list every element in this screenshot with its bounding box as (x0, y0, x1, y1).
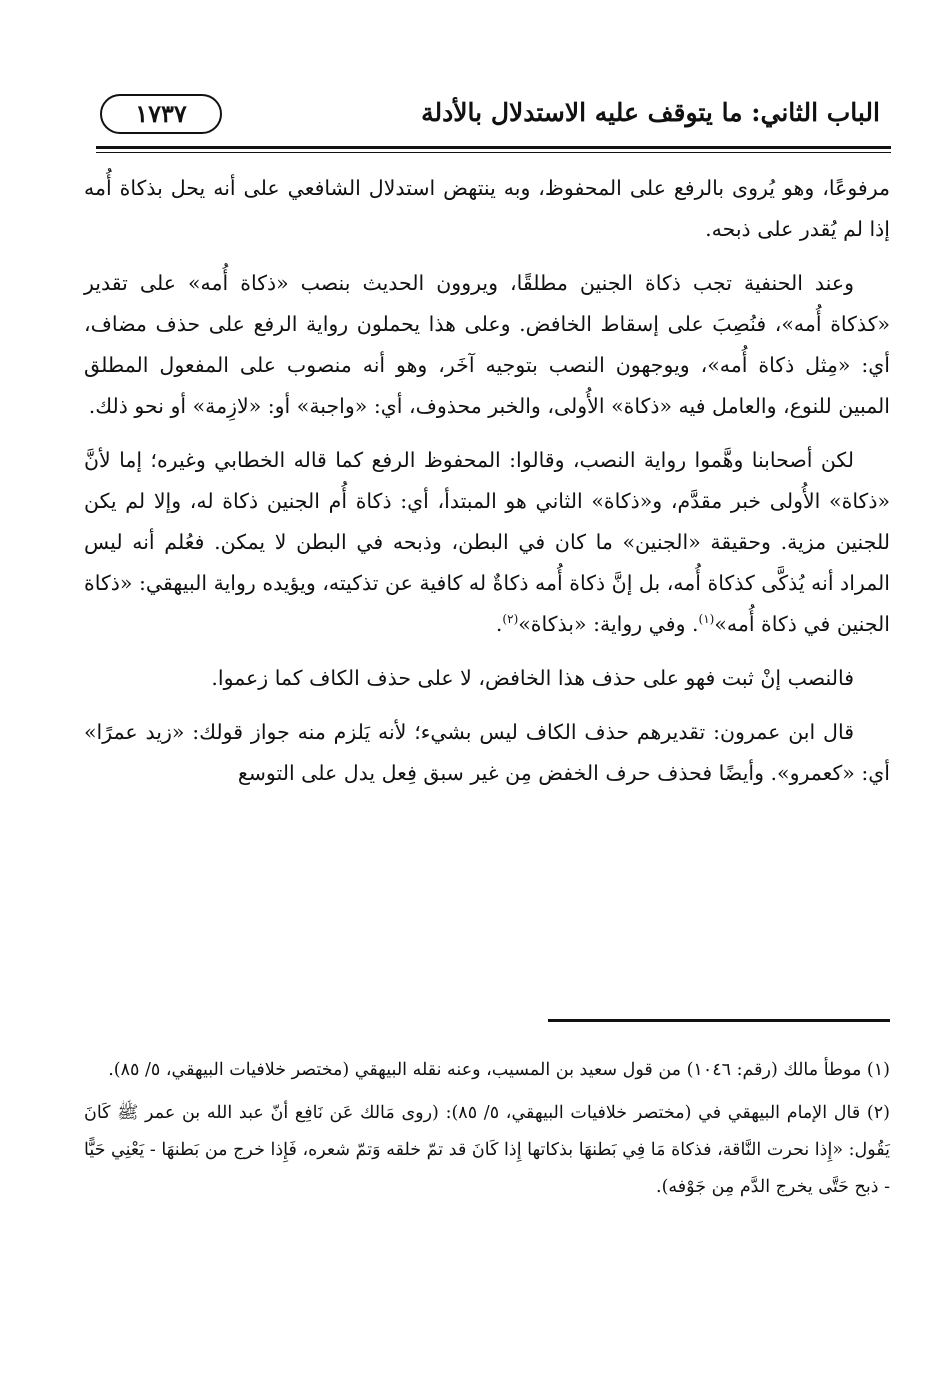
page-header (96, 92, 880, 144)
footnotes (84, 1052, 890, 1212)
paragraph-5: قال ابن عمرون: تقديرهم حذف الكاف ليس بشيء؛ لأنه يَلزم منه جواز قولك: «زيد عمرًا» أي: «كعمرو». وأيضًا فحذف حرف الخفض مِن غير سبق فِعل يدل على التوسع (84, 720, 890, 785)
footnote-ref-1[interactable]: (١) (698, 612, 715, 627)
header-rule-thin (96, 152, 891, 153)
paragraph-3 (84, 440, 890, 645)
paragraph-3-text: لكن أصحابنا وهَّموا رواية النصب، وقالوا: المحفوظ الرفع كما قاله الخطابي وغيره؛ إما لأنَّ «ذكاة» الأُولى خبر مقدَّم، و«ذكاة» الثاني هو المبتدأ، أي: ذكاة أُم الجنين ذكاة له، وإلا لم يكن للجنين مزية. وحقيقة «الجنين» ما كان في البطن، وذبحه في البطن لا يمكن. فعُلم أنه ليس المراد أنه يُذكَّى كذكاة أُمه، بل إنَّ ذكاة أُمه ذكاةٌ له كافية عن تذكيته، ويؤيده رواية البيهقي: «ذكاة الجنين في ذكاة أُمه» (84, 448, 890, 636)
footnote-ref-2[interactable]: (٢) (502, 612, 519, 627)
paragraph-2: وعند الحنفية تجب ذكاة الجنين مطلقًا، ويروون الحديث بنصب «ذكاة أُمه» على تقدير «كذكاة أُمه»، فنُصِبَ على إسقاط الخافض. وعلى هذا يحملون رواية الرفع على حذف مضاف، أي: «مِثل ذكاة أُمه»، ويوجهون النصب بتوجيه آخَر، وهو أنه منصوب على المفعول المطلق المبين للنوع، والعامل فيه «ذكاة» الأُولى، والخبر محذوف، أي: «واجبة» أو: «لازِمة» أو نحو ذلك. (84, 271, 890, 418)
footnote-separator (548, 1019, 890, 1022)
header-rule-thick (96, 146, 891, 149)
paragraph-1: مرفوعًا، وهو يُروى بالرفع على المحفوظ، وبه ينتهض استدلال الشافعي على أنه يحل بذكاة أُمه إذا لم يُقدر على ذبحه. (84, 176, 890, 241)
footnote-1: (١) موطأ مالك (رقم: ١٠٤٦) من قول سعيد بن المسيب، وعنه نقله البيهقي (مختصر خلافيات البيهقي، ٥/ ٨٥). (108, 1060, 890, 1080)
paragraph-3-end: . (495, 612, 503, 636)
footnote-2: (٢) قال الإمام البيهقي في (مختصر خلافيات البيهقي، ٥/ ٨٥): (روى مَالك عَن نَافِع أنّ عبد الله بن عمر ﷺ كَانَ يَقُول: «إِذا نحرت النَّاقة، فذكاة مَا فِي بَطنهَا بذكاتها إِذا كَانَ قد تمّ خلقه وَتمّ شعره، فَإِذا خرج من بَطنهَا - يَعْنِي حَيًّا - ذبح حَتَّى يخرج الدَّم مِن جَوْفه). (84, 1103, 890, 1197)
chapter-title: الباب الثاني: ما يتوقف عليه الاستدلال بالأدلة (421, 98, 880, 127)
paragraph-3-mid: . وفي رواية: «بذكاة» (518, 612, 699, 636)
paragraph-4: فالنصب إنْ ثبت فهو على حذف هذا الخافض، لا على حذف الكاف كما زعموا. (211, 666, 854, 690)
page-number-badge: ١٧٣٧ (100, 94, 222, 134)
main-text (84, 168, 890, 807)
